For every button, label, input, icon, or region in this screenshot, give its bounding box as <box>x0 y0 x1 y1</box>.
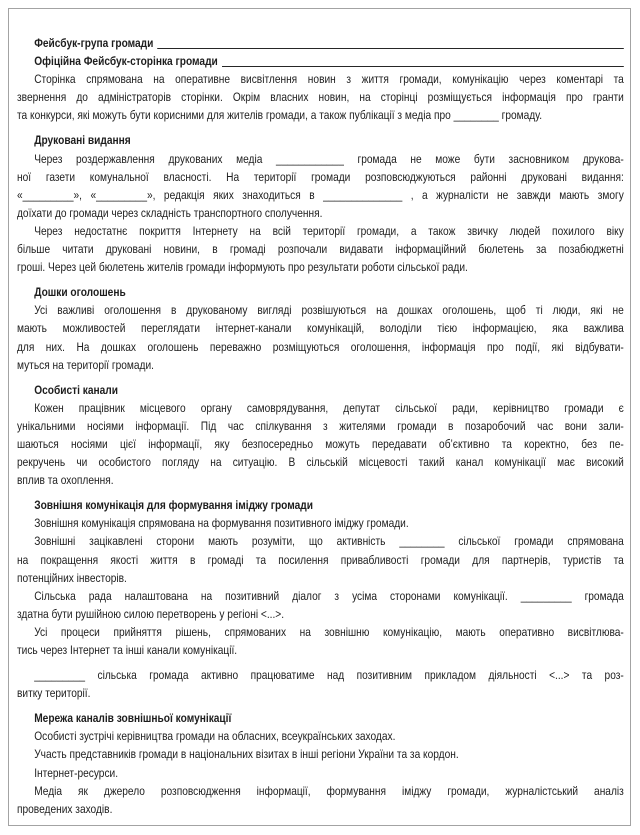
text-line: та конкурси, які можуть бути корисними для жителів громади, а також публікації з медіа про ________ громаду. <box>17 108 543 123</box>
text-line: Зовнішня комунікація спрямована на формування позитивного іміджу громади. <box>34 516 409 531</box>
text-line: витку території. <box>17 686 91 701</box>
text-line: Кожен працівник місцевого органу самоврядування, депутат сільської ради, керівництво громади є <box>34 400 624 415</box>
text-line: вплив та охоплення. <box>17 473 114 488</box>
paragraph <box>17 623 624 659</box>
text-line: муться на території громади. <box>17 357 154 372</box>
blank-line <box>157 48 623 49</box>
text-line: Усі важливі оголошення в друкованому вигляді розвішуються на дошках оголошень, щоб ті люди, які не <box>34 303 624 318</box>
text-line: звернення до адміністраторів сторінки. Окрім власних новин, на сторінці розміщується інформація про гранти <box>17 90 624 105</box>
text-line: Зовнішні зацікавлені сторони мають розуміти, що активність ________ сільської громади спрямована <box>34 534 624 549</box>
section-heading-personal-channels: Особисті канали <box>34 382 119 397</box>
paragraph <box>17 587 624 623</box>
section-heading-printed-media: Друковані видання <box>34 133 131 148</box>
fill-in-label: Офіційна Фейсбук-сторінка громади <box>34 54 218 69</box>
text-line: потенційних інвесторів. <box>17 570 127 585</box>
text-line: на покращення якості життя в громаді та посилення привабливості громади для партнерів, туристів та <box>17 552 624 567</box>
text-line: здатна бути рушійною силою перетворень у регіоні <...>. <box>17 606 285 621</box>
paragraph <box>17 150 624 222</box>
text-line: Через роздержавлення друкованих медіа ____________ громада не може бути засновником друкова- <box>34 151 624 166</box>
text-line: Медіа як джерело розповсюдження інформації, формування іміджу громади, журналістський аналіз <box>34 783 624 798</box>
paragraph <box>17 764 624 782</box>
text-line: доїхати до громади через складність транспортного сполучення. <box>17 205 323 220</box>
text-line: _________ сільська громада активно працюватиме над позитивним прикладом діяльності <...> та роз- <box>34 668 624 683</box>
text-line: Через недостатнє покриття Інтернету на всій території громади, а також звичку людей похилого віку <box>34 223 624 238</box>
text-line: тись через Інтернет та інші канали комунікації. <box>17 643 238 657</box>
text-line: ної газети комунальної власності. На території громади розповсюджуються районні друковані видання: <box>17 169 624 184</box>
text-line: «_________», «_________», редакція яких знаходиться в ______________ , а журналісти не завжди мають змогу <box>17 187 624 202</box>
section-heading-notice-boards: Дошки оголошень <box>34 285 126 300</box>
text-line: більше читати друковані новини, в громаді розпочали видавати інформаційний бюлетень за позабюджетні <box>17 242 624 257</box>
text-line: рекручень чи особистого погляду на ситуацію. В сільській місцевості такий канал комунікації має високий <box>17 455 624 470</box>
section-heading-channel-network: Мережа каналів зовнішньої комунікації <box>34 711 232 726</box>
paragraph <box>17 222 624 276</box>
paragraph <box>17 399 624 489</box>
blank-line <box>222 66 624 67</box>
paragraph <box>17 70 624 124</box>
text-line: Усі процеси прийняття рішень, спрямованих на зовнішню комунікацію, мають оперативно висвітлюва- <box>34 624 624 639</box>
text-line: проведених заходів. <box>17 801 113 816</box>
text-line: шаються носіями цієї інформації, яку безпосередньо можуть передавати об’єктивно та коректно, без пе- <box>17 436 624 451</box>
fill-in-row <box>17 34 624 52</box>
text-line: Особисті зустрічі керівництва громади на обласних, всеукраїнських заходах. <box>34 729 396 744</box>
document-page <box>8 8 631 826</box>
text-line: Участь представників громади в національних візитах в інші регіони України та за кордон. <box>34 747 459 762</box>
paragraph <box>17 727 624 745</box>
paragraph <box>17 301 624 373</box>
text-line: для них. На дошках оголошень переважно розміщуються оголошення, інформація про події, які відбувати- <box>17 339 624 354</box>
paragraph <box>17 782 624 818</box>
fill-in-label: Фейсбук-група громади <box>34 36 154 50</box>
text-line: Сільська рада налаштована на позитивний діалог з усіма сторонами комунікації. _________ громада <box>34 588 624 603</box>
document-content <box>17 34 624 818</box>
section-heading-external-communication: Зовнішня комунікація для формування іміджу громади <box>34 498 313 513</box>
text-line: Інтернет-ресурси. <box>34 765 119 780</box>
text-line: Сторінка спрямована на оперативне висвітлення новин з життя громади, комунікацію через коментарі та <box>34 72 624 87</box>
paragraph <box>17 514 624 532</box>
fill-in-row <box>17 52 624 70</box>
text-line: гроші. Через цей бюлетень жителів громади інформують про результати роботи сільської ради. <box>17 260 468 275</box>
paragraph <box>17 666 624 702</box>
text-line: унікальними носіями інформації. Під час спілкування з жителями громади в позаробочий час вони зали- <box>17 418 624 433</box>
paragraph <box>17 532 624 586</box>
paragraph <box>17 745 624 763</box>
text-line: мають можливостей переглядати інтернет-канали комунікацій, володіли тією інформацією, яка важлива <box>17 321 624 336</box>
